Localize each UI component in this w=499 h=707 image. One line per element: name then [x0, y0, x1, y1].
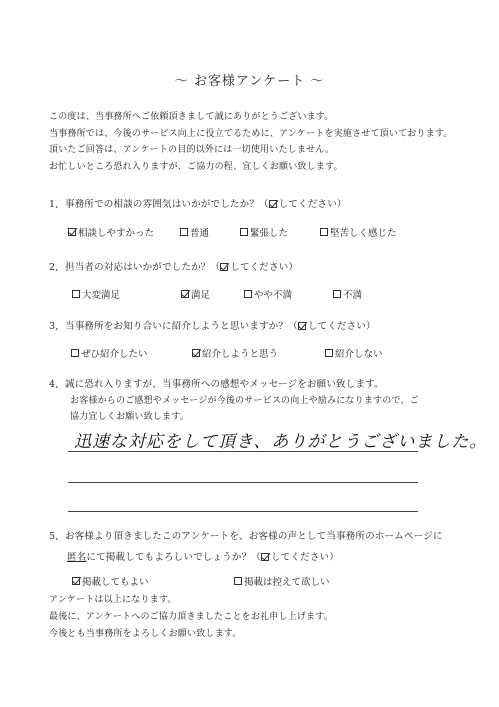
checkbox-checked[interactable] [68, 228, 76, 236]
checkbox[interactable] [320, 228, 328, 236]
intro-line: 当事務所では、今後のサービス向上に役立てるために、アンケートを実施させて頂いております。 [49, 128, 453, 139]
closing-line: 今後とも当事務所をよろしくお願い致します。 [49, 629, 242, 639]
question-text: 当事務所をお知り合いに紹介しようと思いますか？（ [65, 321, 298, 332]
option-q1-4[interactable] [320, 225, 397, 239]
note-line: 協力宜しくお願い致します。 [70, 412, 189, 422]
checkbox[interactable] [180, 228, 188, 236]
checkbox[interactable] [72, 290, 80, 298]
page-title: ～ お客様アンケート ～ [174, 74, 325, 89]
question-hint: してください） [230, 262, 299, 273]
option-label: 大変満足 [82, 290, 121, 301]
option-q2-3[interactable] [244, 287, 292, 301]
checkbox-checked[interactable] [181, 290, 189, 298]
question-number: 5, [49, 531, 59, 542]
question-number: 1, [49, 199, 59, 210]
checkbox-icon [220, 263, 228, 271]
option-q1-3[interactable] [240, 225, 288, 239]
checkbox[interactable] [325, 349, 333, 357]
question-hint: してください） [271, 552, 339, 563]
option-label: 緊張した [250, 228, 289, 239]
closing-line: アンケートは以上になります。 [49, 595, 177, 605]
option-q2-2[interactable] [181, 287, 210, 301]
option-q5-1[interactable] [72, 574, 149, 588]
closing-text [49, 592, 333, 643]
option-q1-1[interactable] [68, 225, 154, 239]
option-label: 普通 [190, 228, 210, 239]
question-text: 事務所での相談の雰囲気はいかがでしたか？（ [65, 199, 269, 210]
handwritten-answer: 迅速な対応をして頂き、ありがとうございました。 [74, 432, 488, 452]
option-label: 堅苦しく感じた [330, 228, 397, 239]
option-label: 掲載してもよい [82, 577, 149, 588]
intro-line: この度は、当事務所へご依頼頂きまして誠にありがとうございます。 [49, 112, 334, 122]
option-label: やや不満 [254, 290, 293, 301]
answer-line [68, 482, 418, 483]
intro-line: 頂いたご回答は、アンケートの目的以外には一切使用いたしません。 [49, 145, 335, 155]
checkbox-icon [261, 553, 269, 561]
question-4-note [70, 393, 419, 425]
intro-text [49, 109, 453, 175]
checkbox[interactable] [244, 290, 252, 298]
intro-line: お忙しいところ恐れ入りますが、ご協力の程、宜しくお願い致します。 [49, 161, 343, 172]
question-3 [49, 318, 376, 332]
checkbox-checked[interactable] [192, 349, 200, 357]
question-hint: してください） [278, 199, 347, 210]
option-label: 紹介しようと思う [202, 349, 279, 360]
option-q1-2[interactable] [180, 225, 209, 239]
question-text: お客様より頂きましたこのアンケートを、お客様の声として当事務所のホームページに [65, 531, 443, 542]
checkbox[interactable] [71, 349, 79, 357]
option-label: 掲載は控えて欲しい [244, 577, 330, 588]
option-label: ぜひ紹介したい [81, 349, 148, 360]
question-text: 担当者の対応はいかがでしたか？（ [65, 262, 221, 273]
checkbox-icon [298, 322, 306, 330]
option-label: 相談しやすかった [78, 228, 155, 239]
closing-line: 最後に、アンケートへのご協力頂きましたことをお礼申し上げます。 [49, 612, 333, 622]
option-q5-2[interactable] [234, 574, 330, 588]
option-q3-3[interactable] [325, 346, 383, 360]
option-q2-1[interactable] [72, 287, 120, 301]
question-2 [49, 259, 298, 273]
checkbox-checked[interactable] [72, 577, 80, 585]
question-5 [49, 528, 443, 542]
question-5-line2 [67, 549, 339, 563]
option-q2-4[interactable] [333, 287, 362, 301]
option-q3-2[interactable] [192, 346, 278, 360]
note-line: お客様からのご感想やメッセージが今後のサービスの向上や励みになりますので、ご [70, 396, 419, 406]
question-number: 4, [49, 379, 59, 390]
question-text: にて掲載してもよろしいでしょうか？（ [86, 552, 262, 563]
checkbox[interactable] [234, 577, 242, 585]
answer-line [68, 451, 418, 452]
anonymous-label: 匿名 [67, 552, 87, 563]
option-q3-1[interactable] [71, 346, 148, 360]
checkbox[interactable] [240, 228, 248, 236]
answer-line [68, 511, 418, 512]
question-number: 2, [49, 262, 59, 273]
question-number: 3, [49, 321, 59, 332]
question-text: 誠に恐れ入りますが、当事務所への感想やメッセージをお願い致します。 [65, 379, 384, 390]
question-1 [49, 196, 347, 210]
checkbox[interactable] [333, 290, 341, 298]
question-4 [49, 376, 384, 390]
checkbox-icon [269, 200, 277, 208]
option-label: 不満 [343, 290, 363, 301]
option-label: 満足 [191, 290, 211, 301]
option-label: 紹介しない [335, 349, 383, 360]
question-hint: してください） [307, 321, 376, 332]
